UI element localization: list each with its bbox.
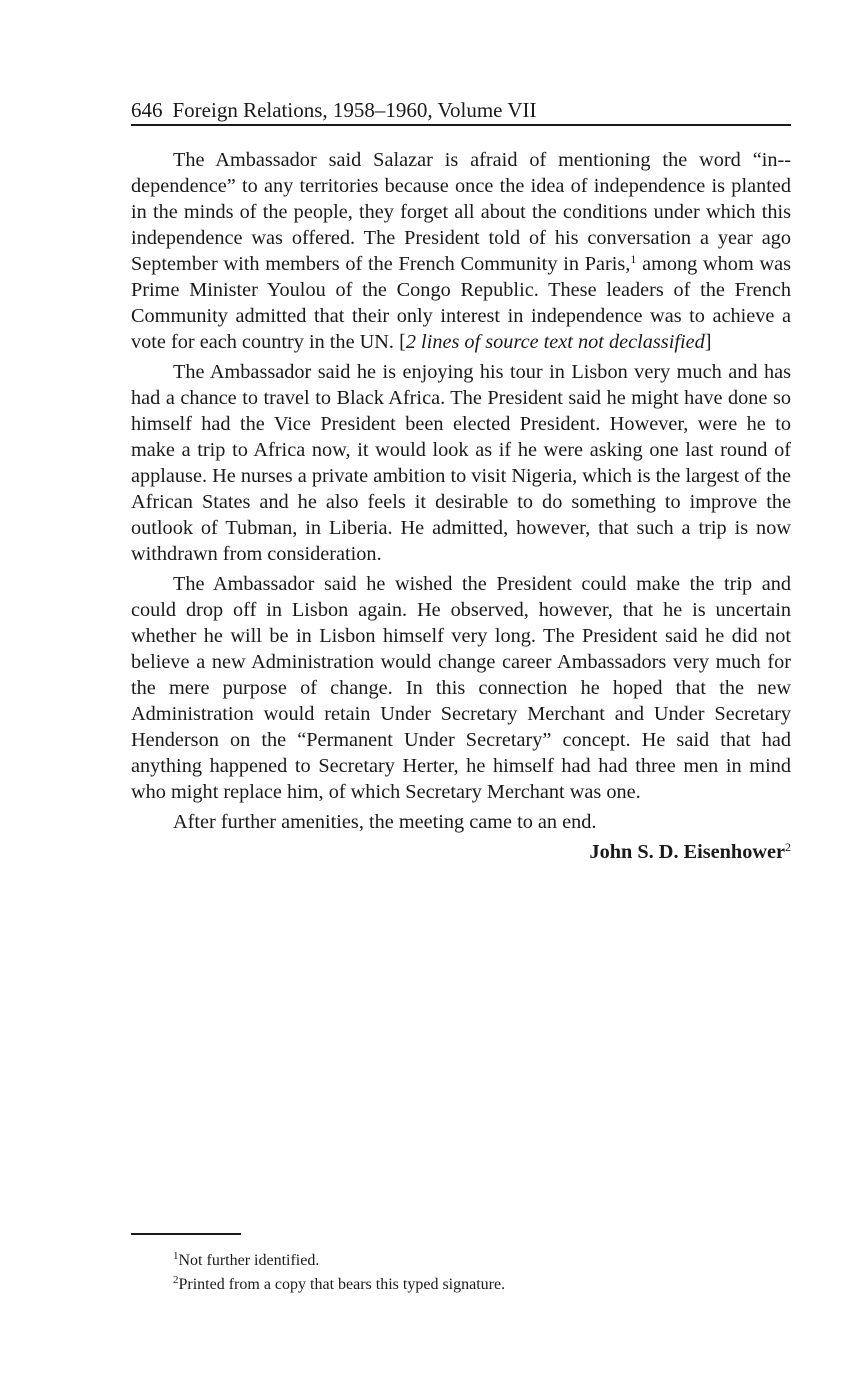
footnote-ref-2[interactable]: 2 bbox=[785, 840, 791, 854]
footnote-ref-1[interactable]: 1 bbox=[630, 252, 637, 266]
footnote-2-text: Printed from a copy that bears this typed signature. bbox=[178, 1276, 506, 1293]
paragraph-1-text: The Ambassador said Salazar is afraid of mentioning the word “in-dependence” to any territories because once the idea of independence is planted in the minds of the people, they forget all about the conditions under which this independence was offered. The President told of his conversation a year ago September with members of the French Community in Paris, bbox=[131, 149, 791, 275]
signature bbox=[131, 839, 791, 865]
editorial-close-bracket: ] bbox=[704, 331, 712, 353]
running-header bbox=[131, 96, 791, 124]
footnote-1 bbox=[173, 1249, 793, 1273]
header-rule bbox=[131, 124, 791, 126]
footnote-2 bbox=[173, 1273, 793, 1297]
paragraph-1-text-continued: among whom was Prime Minister Youlou of the Congo Republic. These leaders of the French Community admitted that their only interest in independence was to achieve a vote for each country in the UN. bbox=[131, 253, 792, 353]
paragraph-4: After further amenities, the meeting came to an end. bbox=[173, 811, 597, 833]
editorial-open-bracket: [ bbox=[399, 331, 406, 353]
footnote-rule bbox=[131, 1233, 241, 1235]
footnote-1-number: 1 bbox=[173, 1250, 179, 1262]
running-title: Foreign Relations, 1958–1960, Volume VII bbox=[172, 98, 537, 122]
paragraph-1 bbox=[131, 147, 791, 355]
footnote-1-text: Not further identified. bbox=[178, 1252, 320, 1269]
editorial-note-text: 2 lines of source text not declassified bbox=[405, 331, 705, 353]
page-number: 646 bbox=[131, 98, 163, 122]
editorial-note bbox=[399, 331, 711, 353]
document-body bbox=[131, 147, 791, 869]
footnotes bbox=[173, 1249, 793, 1297]
paragraph-3: The Ambassador said he wished the President could make the trip and could drop off in Lisbon again. He observed, however, that he is uncertain whether he will be in Lisbon himself very long. The President said he did not believe a new Administration would change career Ambassadors very much for the mere purpose of change. In this connection he hoped that the new Administration would retain Under Secretary Merchant and Under Secretary Henderson on the “Permanent Under Secretary” concept. He said that had anything happened to Secretary Herter, he himself had had three men in mind who might replace him, of which Secretary Merchant was one. bbox=[131, 573, 791, 803]
signature-name: John S. D. Eisenhower bbox=[589, 841, 785, 863]
paragraph-2: The Ambassador said he is enjoying his tour in Lisbon very much and has had a chance to travel to Black Africa. The President said he might have done so himself had the Vice President been elected President. However, were he to make a trip to Africa now, it would look as if he were asking one last round of applause. He nurses a private ambition to visit Nigeria, which is the largest of the African States and he also feels it desirable to do something to improve the outlook of Tubman, in Liberia. He admitted, however, that such a trip is now withdrawn from consideration. bbox=[131, 361, 791, 565]
footnote-2-number: 2 bbox=[173, 1274, 179, 1286]
